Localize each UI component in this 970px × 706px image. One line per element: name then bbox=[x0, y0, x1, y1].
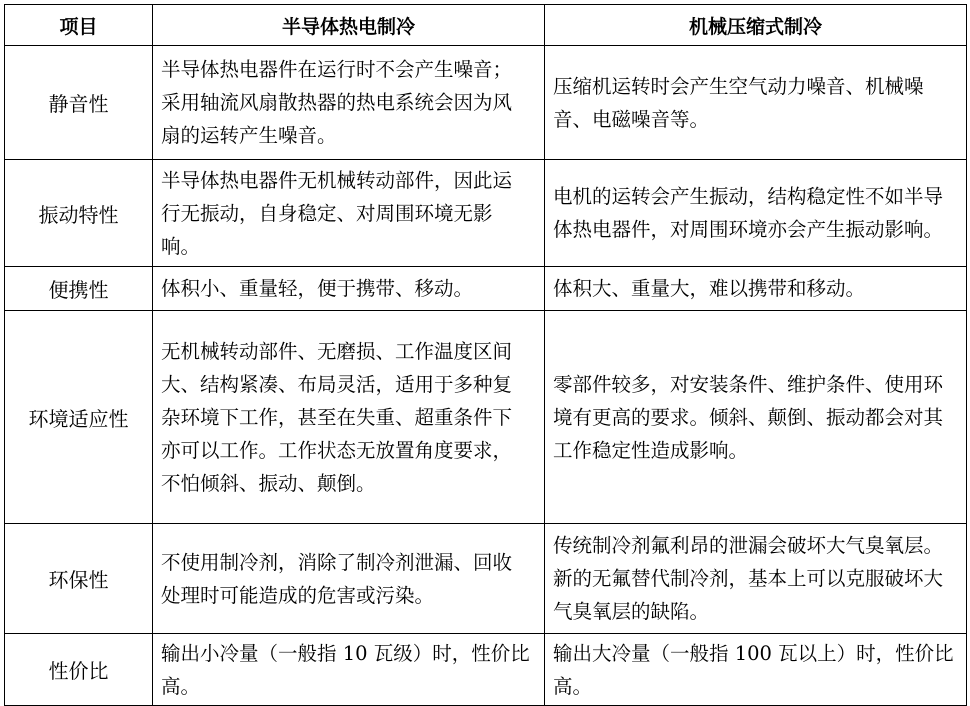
semiconductor-cell: 输出小冷量（一般指 10 瓦级）时，性价比高。 bbox=[153, 634, 545, 706]
mechanical-cell: 电机的运转会产生振动，结构稳定性不如半导体热电器件，对周围环境亦会产生振动影响。 bbox=[545, 160, 967, 267]
header-row bbox=[5, 5, 967, 46]
semiconductor-cell: 不使用制冷剂，消除了制冷剂泄漏、回收处理时可能造成的危害或污染。 bbox=[153, 524, 545, 634]
row-item-label: 环保性 bbox=[5, 524, 153, 634]
mechanical-cell: 零部件较多，对安装条件、维护条件、使用环境有更高的要求。倾斜、颠倒、振动都会对其工作稳定性造成影响。 bbox=[545, 311, 967, 524]
semiconductor-cell: 体积小、重量轻，便于携带、移动。 bbox=[153, 267, 545, 311]
table-row bbox=[5, 46, 967, 160]
row-item-label: 便携性 bbox=[5, 267, 153, 311]
semiconductor-cell: 无机械转动部件、无磨损、工作温度区间大、结构紧凑、布局灵活，适用于多种复杂环境下工作，甚至在失重、超重条件下亦可以工作。工作状态无放置角度要求，不怕倾斜、振动、颠倒。 bbox=[153, 311, 545, 524]
comparison-table bbox=[4, 4, 967, 706]
table-row bbox=[5, 524, 967, 634]
row-item-label: 振动特性 bbox=[5, 160, 153, 267]
row-item-label: 静音性 bbox=[5, 46, 153, 160]
table-row bbox=[5, 267, 967, 311]
mechanical-cell: 输出大冷量（一般指 100 瓦以上）时，性价比高。 bbox=[545, 634, 967, 706]
semiconductor-cell: 半导体热电器件无机械转动部件，因此运行无振动，自身稳定、对周围环境无影响。 bbox=[153, 160, 545, 267]
header-mechanical: 机械压缩式制冷 bbox=[545, 5, 967, 46]
row-item-label: 性价比 bbox=[5, 634, 153, 706]
mechanical-cell: 体积大、重量大，难以携带和移动。 bbox=[545, 267, 967, 311]
header-semiconductor: 半导体热电制冷 bbox=[153, 5, 545, 46]
semiconductor-cell: 半导体热电器件在运行时不会产生噪音；采用轴流风扇散热器的热电系统会因为风扇的运转产生噪音。 bbox=[153, 46, 545, 160]
table-row bbox=[5, 311, 967, 524]
header-item: 项目 bbox=[5, 5, 153, 46]
mechanical-cell: 压缩机运转时会产生空气动力噪音、机械噪音、电磁噪音等。 bbox=[545, 46, 967, 160]
table-row bbox=[5, 160, 967, 267]
row-item-label: 环境适应性 bbox=[5, 311, 153, 524]
mechanical-cell: 传统制冷剂氟利昂的泄漏会破坏大气臭氧层。新的无氟替代制冷剂，基本上可以克服破坏大气臭氧层的缺陷。 bbox=[545, 524, 967, 634]
table-row bbox=[5, 634, 967, 706]
